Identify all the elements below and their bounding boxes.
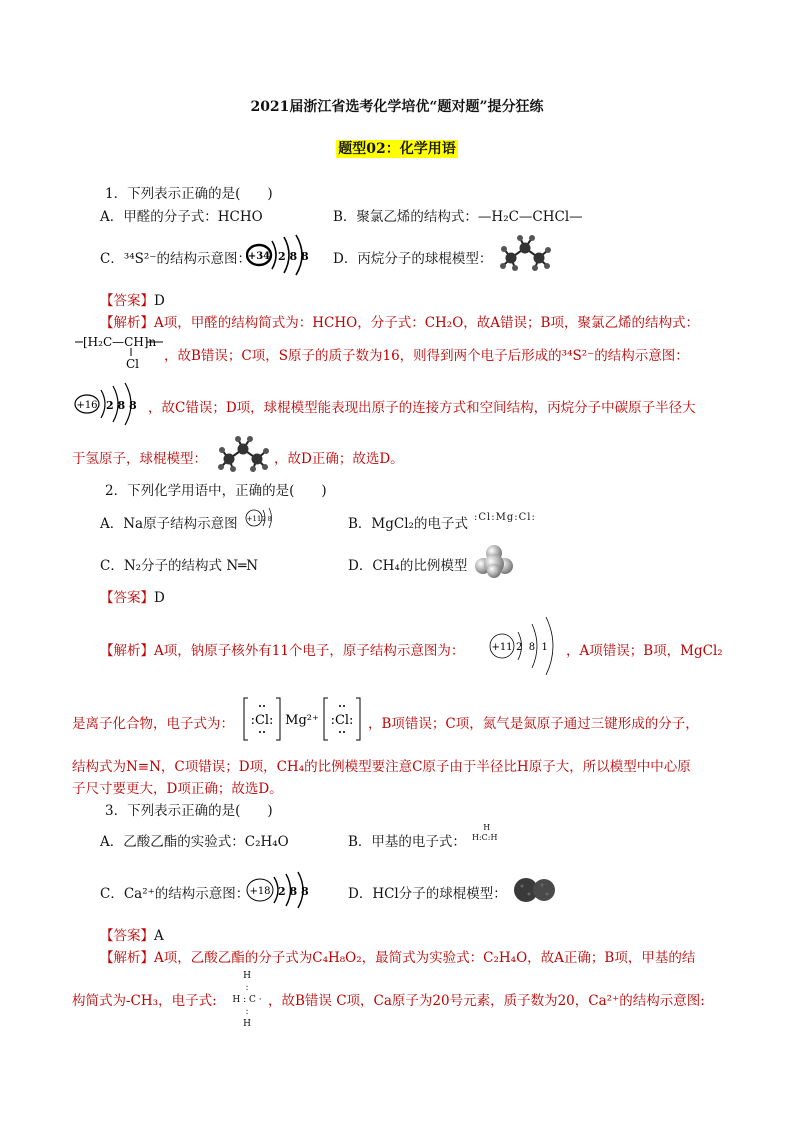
q3-stem: 3．下列表示正确的是( ) (105, 803, 273, 819)
sulfur-ion-diagram-analysis (74, 380, 146, 426)
q2-analysis-line2b: ，B项错误；C项，氮气是氮原子通过三键形成的分子， (368, 716, 699, 732)
q1-answer: 【答案】D (100, 293, 165, 309)
q2-answer: 【答案】D (100, 590, 165, 606)
nucleus-label: +34 (247, 251, 271, 262)
sodium-atom-diagram-analysis (488, 615, 566, 677)
q1-analysis-line1: 【解析】A项，甲醛的结构简式为：HCHO，分子式：CH₂O，故A错误；B项，聚氯乙烯的结构式： (100, 315, 699, 331)
q3-analysis-line2a: 构简式为-CH₃，电子式: (72, 993, 217, 1009)
sulfur-ion-structure-diagram (246, 232, 312, 278)
methane-space-filling-model (474, 544, 514, 578)
svg-text:Mg²⁺: Mg²⁺ (285, 713, 319, 728)
svg-text:[H₂C—CH]n: [H₂C—CH]n (83, 335, 157, 349)
q1-analysis-line2: ，故B错误；C项，S原子的质子数为16，则得到两个电子后形成的³⁴S²⁻的结构示意图： (164, 348, 689, 364)
q1-option-a: A．甲醛的分子式：HCHO (100, 209, 263, 225)
q1-stem: 1．下列表示正确的是( ) (105, 186, 273, 202)
q1-option-c: C．³⁴S²⁻的结构示意图： (100, 251, 251, 267)
methyl-electron-formula-option: H H:C:H (472, 823, 498, 842)
q2-option-b: B．MgCl₂的电子式 (348, 516, 468, 532)
q2-analysis-line3: 结构式为N≡N，C项错误；D项，CH₄的比例模型要注意C原子由于半径比H原子大，所以模型中中心原 (72, 759, 691, 775)
mgcl2-electron-formula-analysis (240, 694, 368, 744)
q1-analysis-line4b: ，故D正确；故选D。 (274, 451, 404, 467)
shell-electrons: 2 8 8 (278, 250, 309, 263)
q2-option-c: C．N₂分子的结构式 N═N (100, 558, 259, 574)
svg-text:2 8 8: 2 8 8 (106, 399, 137, 412)
q3-option-b: B．甲基的电子式： (348, 834, 466, 850)
q1-analysis-line4a: 于氢原子，球棍模型： (72, 451, 207, 467)
q1-option-b: B．聚氯乙烯的结构式：—H₂C—CHCl— (333, 209, 583, 225)
svg-text:2 8 8: 2 8 8 (278, 885, 309, 898)
svg-text:+16: +16 (76, 400, 98, 411)
mgcl2-electron-formula-option: :Cl:Mg:Cl: (474, 512, 536, 523)
page-title: 2021届浙江省选考化学培优“题对题”提分狂练 (250, 99, 544, 115)
svg-text:+11: +11 (246, 515, 262, 523)
hcl-ball-stick-model (512, 876, 558, 904)
page-subtitle: 题型02：化学用语 (338, 141, 456, 157)
svg-text::Cl:: :Cl: (330, 713, 354, 728)
propane-ball-stick-model (496, 232, 554, 272)
svg-text:2 8: 2 8 (262, 516, 272, 523)
q2-analysis-line1b: ，A项错误；B项，MgCl₂ (566, 643, 723, 659)
svg-text:Cl: Cl (126, 357, 140, 371)
svg-text::Cl:: :Cl: (250, 713, 274, 728)
q3-option-d: D．HCl分子的球棍模型： (348, 886, 507, 902)
q3-analysis-line1: 【解析】A项，乙酸乙酯的分子式为C₄H₈O₂，最简式为实验式：C₂H₄O，故A正确；B项，甲基的结 (100, 950, 696, 966)
svg-text:2 8 1: 2 8 1 (516, 642, 548, 653)
sodium-atom-diagram (244, 505, 274, 533)
propane-model-analysis (214, 433, 272, 473)
q2-analysis-line1a: 【解析】A项，钠原子核外有11个电子，原子结构示意图为： (100, 643, 465, 659)
calcium-ion-structure-diagram (246, 870, 312, 910)
q3-answer: 【答案】A (100, 928, 164, 944)
q2-option-d: D．CH₄的比例模型 (348, 558, 468, 574)
q2-analysis-line4: 子尺寸要更大，D项正确；故选D。 (72, 781, 283, 797)
methyl-electron-formula-analysis: H : H : C · : H (232, 971, 262, 1029)
q3-analysis-line2b: ，故B错误 C项，Ca原子为20号元素，质子数为20，Ca²⁺的结构示意图: (268, 993, 705, 1009)
q1-option-d: D．丙烷分子的球棍模型： (333, 251, 493, 267)
pvc-structure-formula (75, 330, 165, 372)
svg-text:+18: +18 (249, 886, 271, 897)
q2-option-a: A．Na原子结构示意图 (100, 516, 238, 532)
q1-analysis-line3: ，故C错误；D项，球棍模型能表现出原子的连接方式和空间结构，丙烷分子中碳原子半径大 (148, 400, 696, 416)
svg-text:+11: +11 (491, 642, 513, 653)
q3-option-c: C．Ca²⁺的结构示意图： (100, 886, 250, 902)
q2-stem: 2．下列化学用语中，正确的是( ) (105, 483, 327, 499)
q3-option-a: A．乙酸乙酯的实验式：C₂H₄O (100, 834, 289, 850)
q2-analysis-line2a: 是离子化合物，电子式为： (72, 716, 234, 732)
